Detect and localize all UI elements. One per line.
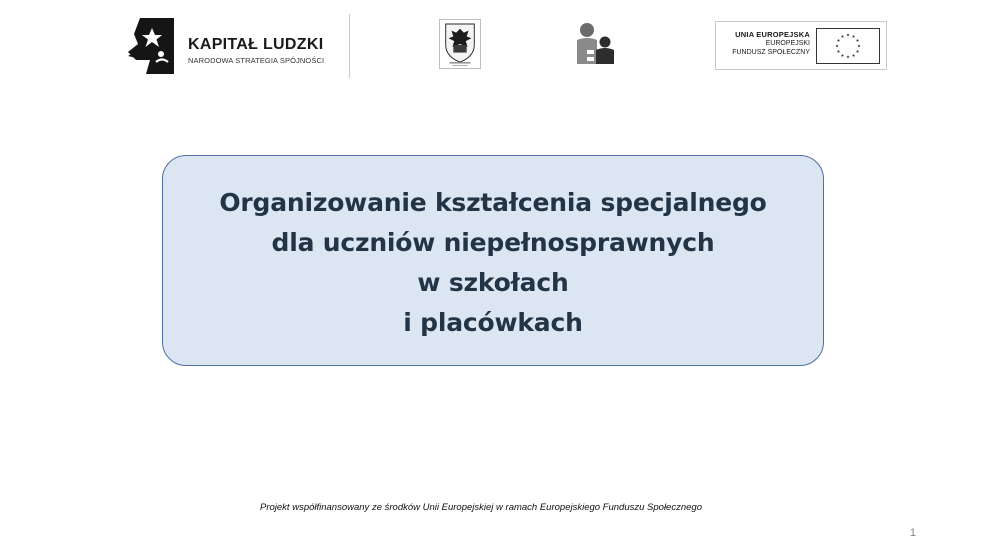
kapital-ludzki-emblem-icon: [126, 16, 178, 76]
logo-divider: [349, 14, 350, 78]
title-line-2: dla uczniów niepełnosprawnych: [271, 227, 715, 257]
coat-of-arms-icon: [440, 20, 480, 68]
eu-flag-icon: [816, 28, 880, 64]
title-line-3: w szkołach: [417, 267, 569, 297]
eu-line-union: UNIA EUROPEJSKA: [735, 30, 810, 39]
people-logo: [574, 20, 618, 68]
eu-line-european: EUROPEJSKI: [765, 40, 810, 47]
page-number: 1: [909, 527, 916, 539]
title-line-1: Organizowanie kształcenia specjalnego: [219, 187, 767, 217]
coat-of-arms-logo: [439, 19, 481, 69]
title-box: [162, 155, 824, 366]
funding-note: Projekt współfinansowany ze środków Unii Europejskiej w ramach Europejskiego Funduszu Społecznego: [260, 502, 702, 513]
kapital-ludzki-title: KAPITAŁ LUDZKI: [188, 36, 324, 53]
kapital-ludzki-logo: [126, 16, 352, 76]
eu-logo-text: [732, 30, 810, 57]
people-icon: [574, 20, 618, 68]
eu-line-fund: FUNDUSZ SPOŁECZNY: [732, 48, 810, 56]
title-line-4: i placówkach: [403, 307, 583, 337]
kapital-ludzki-subtitle: NARODOWA STRATEGIA SPÓJNOŚCI: [188, 56, 325, 65]
eu-logo: [715, 21, 887, 70]
